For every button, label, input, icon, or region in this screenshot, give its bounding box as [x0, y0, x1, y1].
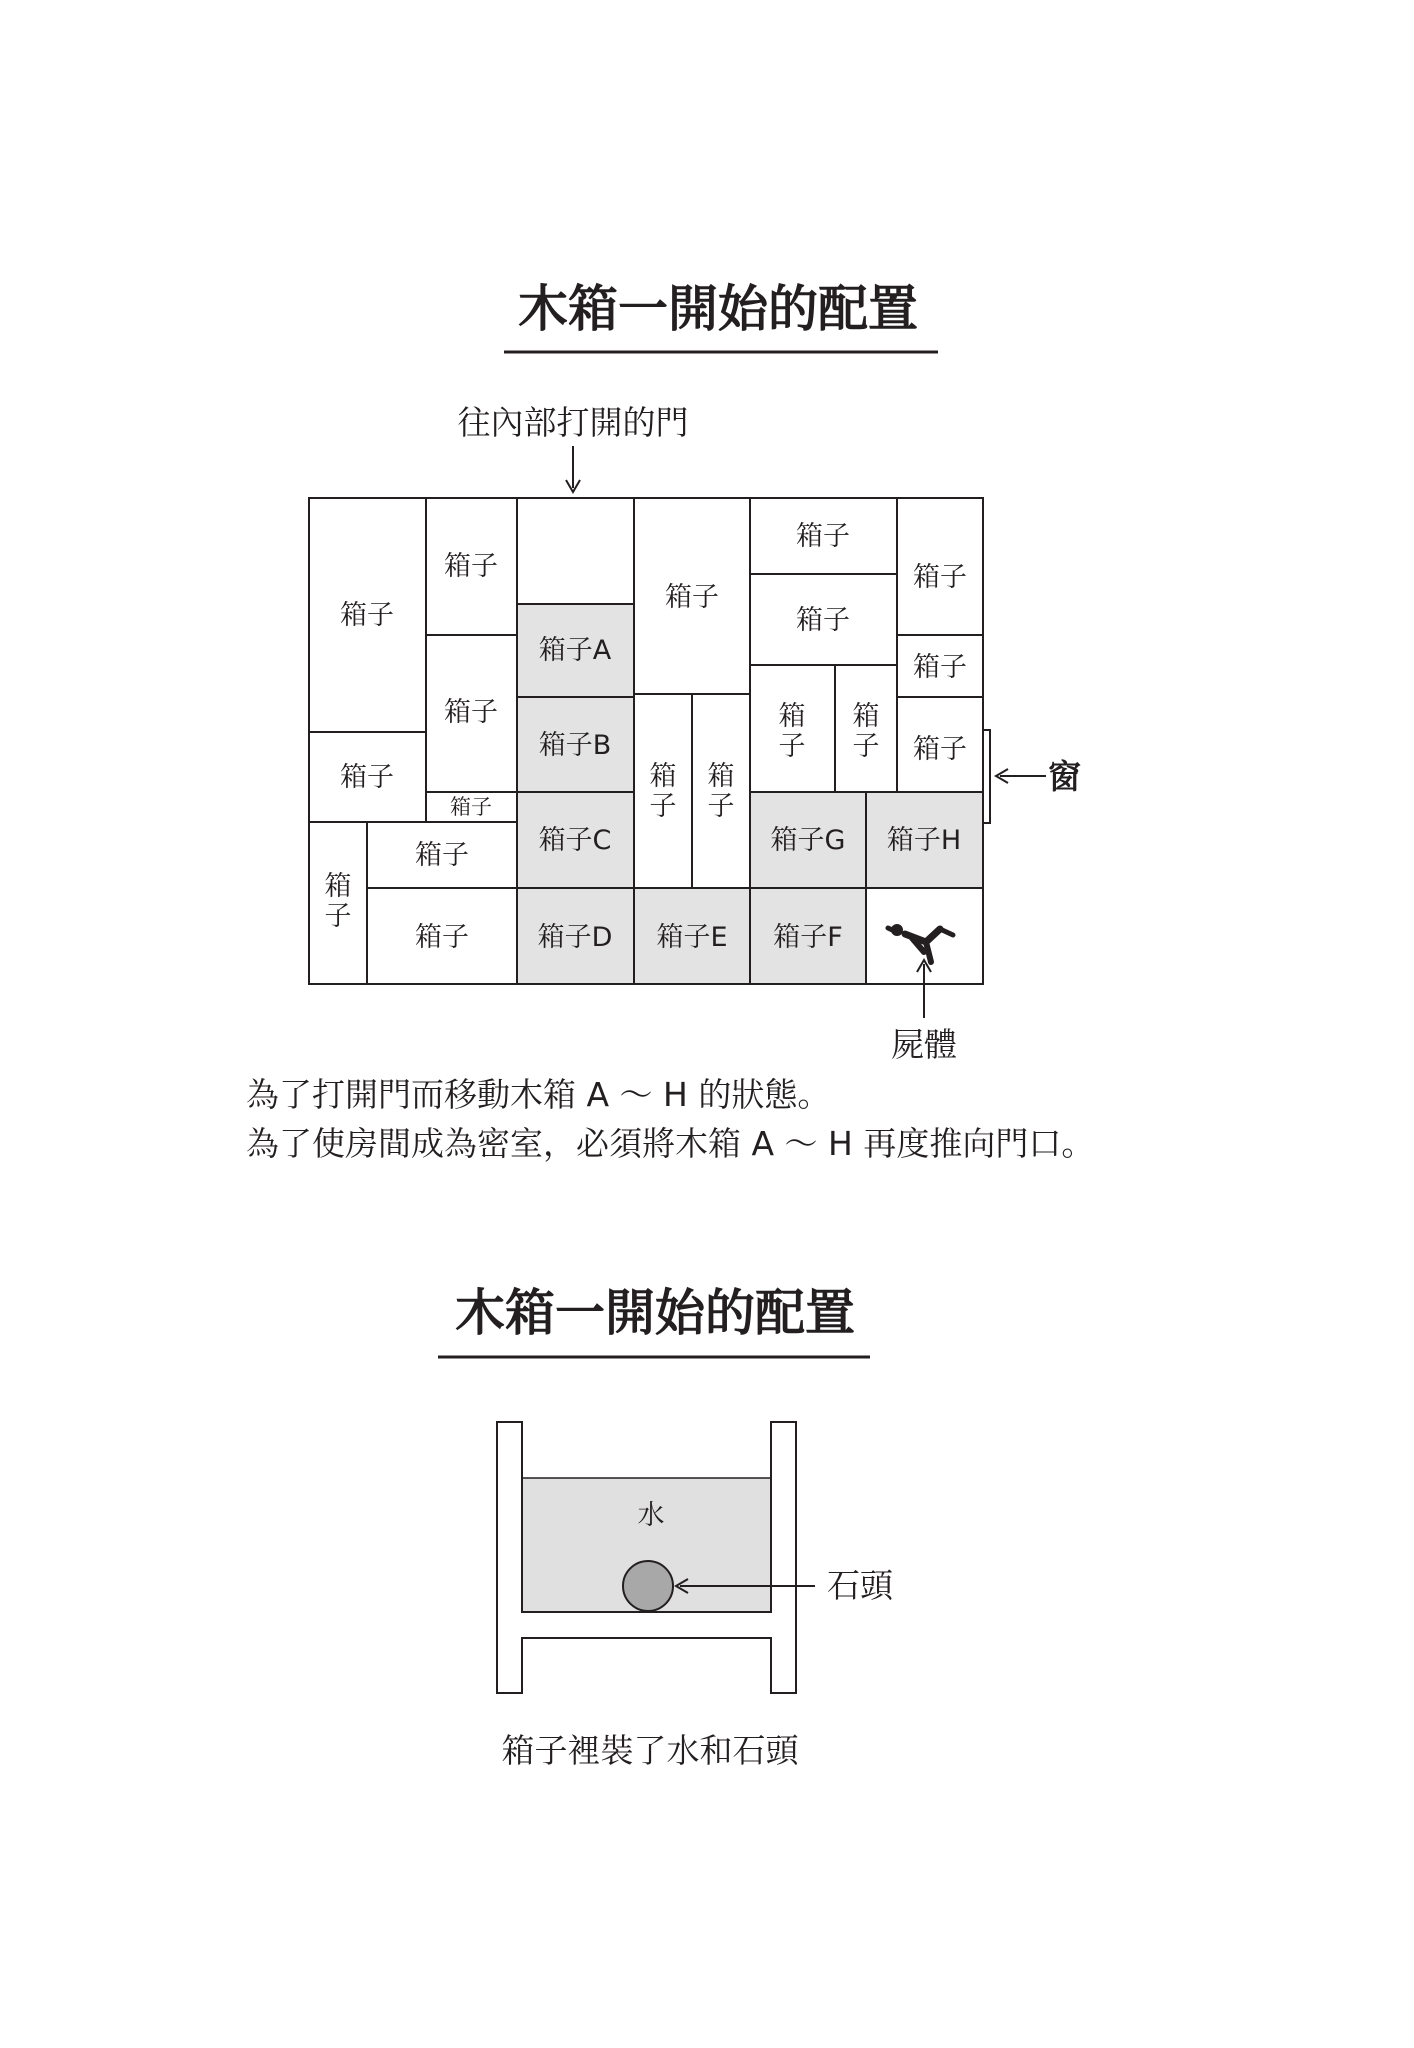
box-f-label: 箱子F: [773, 922, 843, 953]
box-label: 箱子: [415, 840, 469, 871]
diagram2-title: 木箱一開始的配置: [455, 1284, 855, 1342]
stone: [623, 1561, 673, 1611]
window: [983, 730, 990, 823]
box-d-label: 箱子D: [537, 922, 613, 953]
box-b-label: 箱子B: [538, 730, 612, 761]
box-c-label: 箱子C: [538, 825, 612, 856]
box-label-char: 箱: [707, 761, 735, 792]
box-a-label: 箱子A: [538, 635, 612, 666]
box-label-char: 子: [778, 731, 806, 762]
box-label: 箱子: [444, 551, 498, 582]
diagram1-caption-line2: 為了使房間成為密室，必須將木箱 A ～ H 再度推向門口。: [246, 1124, 1095, 1163]
diagram1-caption-line1: 為了打開門而移動木箱 A ～ H 的狀態。: [246, 1075, 831, 1114]
door-label: 往內部打開的門: [457, 403, 689, 442]
box-label-char: 箱: [778, 701, 806, 732]
diagram1-title: 木箱一開始的配置: [518, 280, 918, 338]
box-label-char: 子: [707, 791, 735, 822]
box-label-char: 子: [324, 901, 352, 932]
box-label: 箱子: [913, 562, 967, 593]
box-label: 箱子: [444, 697, 498, 728]
box-label-char: 箱: [649, 761, 677, 792]
box-label: 箱子: [913, 652, 967, 683]
box-h-label: 箱子H: [886, 825, 962, 856]
box-g-label: 箱子G: [770, 825, 846, 856]
diagram2-caption: 箱子裡裝了水和石頭: [501, 1731, 799, 1770]
stone-label: 石頭: [827, 1566, 893, 1605]
box-label: 箱子: [340, 762, 394, 793]
box-label-char: 子: [852, 731, 880, 762]
body-label: 屍體: [891, 1025, 957, 1064]
box-label: 箱子: [450, 795, 492, 819]
box-label: 箱子: [913, 734, 967, 765]
box-label-char: 箱: [852, 701, 880, 732]
box-e-label: 箱子E: [656, 922, 728, 953]
water-label: 水: [637, 1500, 665, 1531]
box-label: 箱子: [415, 922, 469, 953]
empty-space: [517, 498, 634, 604]
box-label: 箱子: [796, 521, 850, 552]
box-label: 箱子: [665, 582, 719, 613]
box-label-char: 子: [649, 791, 677, 822]
box-label: 箱子: [340, 600, 394, 631]
window-label: 窗: [1048, 757, 1081, 796]
box-label-char: 箱: [324, 871, 352, 902]
box-label: 箱子: [796, 605, 850, 636]
